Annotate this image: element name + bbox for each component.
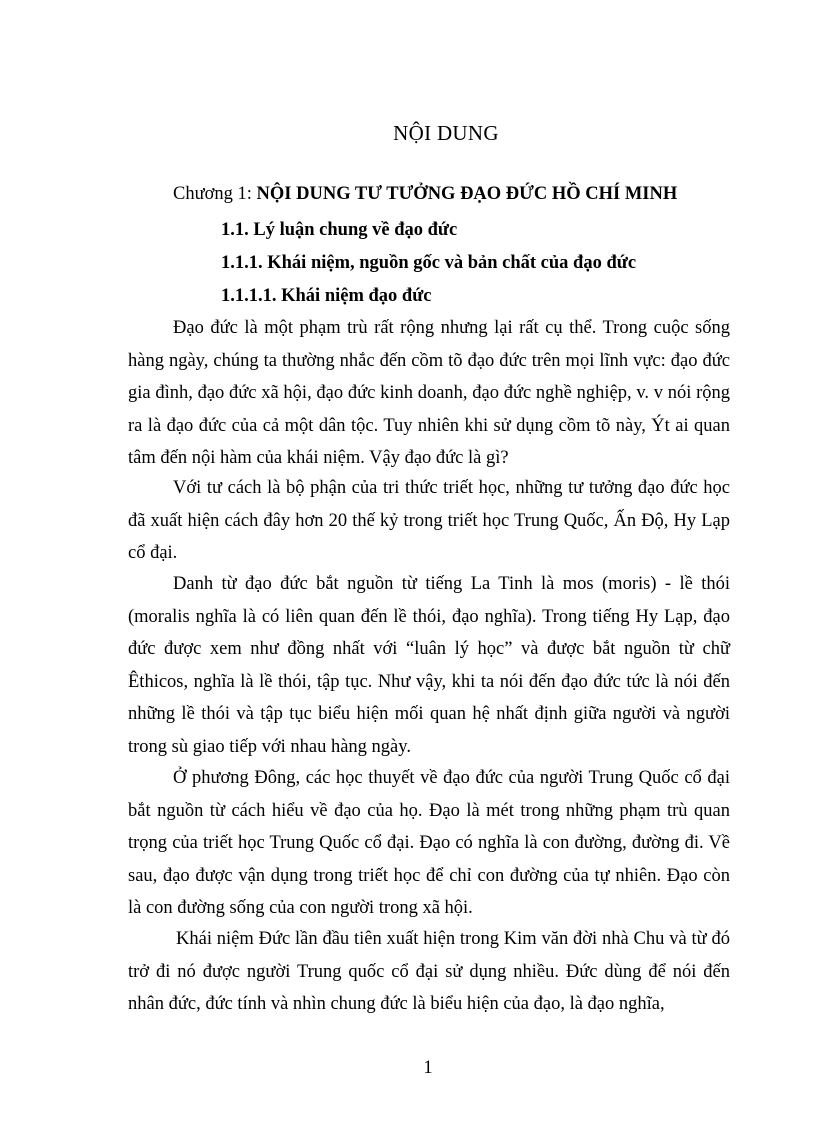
section-heading-1-1-1-1: 1.1.1.1. Khái niệm đạo đức bbox=[221, 286, 432, 306]
page-title: NỘI DUNG bbox=[393, 121, 499, 145]
section-heading-1-1: 1.1. Lý luận chung về đạo đức bbox=[221, 220, 458, 240]
paragraph: Đạo đức là một phạm trù rất rộng nhưng lại rất cụ thể. Trong cuộc sống hàng ngày, chúng ta thường nhắc đến cồm tõ đạo đức trên mọi lĩnh vực: đạo đức gia đình, đạo đức xã hội, đạo đức kinh doanh, đạo đức nghề nghiệp, v. v nói rộng ra là đạo đức của cả một dân tộc. Tuy nhiên khi sử dụng cồm tõ này, Ýt ai quan tâm đến nội hàm của khái niệm. Vậy đạo đức là gì? bbox=[128, 318, 730, 468]
paragraph: Danh từ đạo đức bắt nguồn từ tiếng La Tinh là mos (moris) - lề thói (moralis nghĩa là có liên quan đến lề thói, đạo nghĩa). Trong tiếng Hy Lạp, đạo đức được xem như đồng nhất với “luân lý học” và được bắt nguồn từ chữ Êthicos, nghĩa là lề thói, tập tục. Như vậy, khi ta nói đến đạo đức tức là nói đến những lề thói và tập tục biểu hiện mối quan hệ nhất định giữa người và người trong sù giao tiếp với nhau hàng ngày. bbox=[128, 574, 730, 757]
paragraph: Khái niệm Đức lần đầu tiên xuất hiện trong Kim văn đời nhà Chu và từ đó trở đi nó được người Trung quốc cổ đại sử dụng nhiều. Đức dùng để nói đến nhân đức, đức tính và nhìn chung đức là biểu hiện của đạo, là đạo nghĩa, bbox=[128, 929, 730, 1014]
paragraph: Ở phương Đông, các học thuyết về đạo đức của người Trung Quốc cổ đại bắt nguồn từ cách hiểu về đạo của họ. Đạo là mét trong những phạm trù quan trọng của triết học Trung Quốc cổ đại. Đạo có nghĩa là con đường, đường đi. Về sau, đạo được vận dụng trong triết học để chỉ con đường của tự nhiên. Đạo còn là con đường sống của con người trong xã hội. bbox=[128, 768, 730, 918]
chapter-heading bbox=[173, 184, 677, 205]
section-heading-1-1-1: 1.1.1. Khái niệm, nguồn gốc và bản chất của đạo đức bbox=[221, 253, 637, 273]
chapter-title: NỘI DUNG TƯ TƯỞNG ĐẠO ĐỨC HỒ CHÍ MINH bbox=[256, 184, 678, 204]
paragraph: Với tư cách là bộ phận của tri thức triết học, những tư tưởng đạo đức học đã xuất hiện cách đây hơn 20 thế kỷ trong triết học Trung Quốc, Ấn Độ, Hy Lạp cổ đại. bbox=[128, 478, 730, 563]
chapter-prefix: Chương 1: bbox=[173, 184, 257, 204]
page-number: 1 bbox=[423, 1058, 433, 1078]
